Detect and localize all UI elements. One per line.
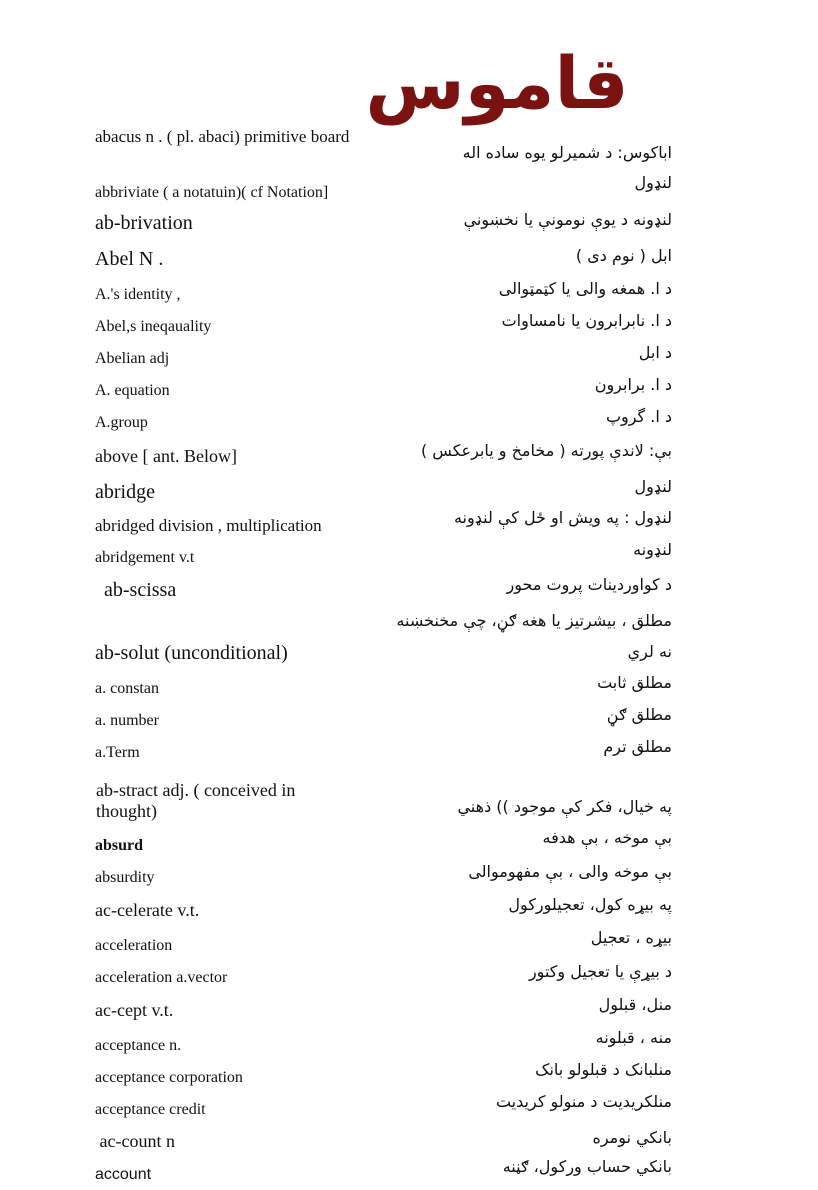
entry-pashto: مطلق ترم <box>603 737 672 756</box>
entry-english: abridgement v.t <box>95 549 195 566</box>
entry-english: ac-cept v.t. <box>95 1000 174 1020</box>
entry-english: a. constan <box>95 680 159 697</box>
entry-english: ab-scissa <box>104 579 177 601</box>
entry-english: abridged division , multiplication <box>95 516 322 535</box>
entry-pashto: لنډول <box>634 173 672 192</box>
entry-pashto: مطلق ګڼ <box>606 705 672 724</box>
entry-english: absurd <box>95 837 144 854</box>
entry-pashto: بې موخه والی ، بې مفهوموالی <box>468 862 672 881</box>
entry-pashto: لنډونه د يوې نومونې يا نخښونې <box>463 210 672 229</box>
entry-english: A.'s identity , <box>95 286 181 303</box>
entry-pashto: د ا. نابرابرون يا نامساوات <box>501 311 672 330</box>
entry-pashto: ابل ( نوم دی ) <box>575 246 672 265</box>
entry-english: A.group <box>95 414 148 431</box>
entry-pashto: منلبانک د قبلولو بانک <box>535 1060 672 1079</box>
entry-english: a.Term <box>95 744 140 761</box>
entry-pashto: د ابل <box>638 343 672 362</box>
entry-english: abacus n . ( pl. abaci) primitive board <box>95 127 350 146</box>
entry-pashto: بانکي حساب ورکول، ګڼنه <box>502 1157 672 1176</box>
entry-english: ac-count n <box>95 1131 175 1151</box>
entry-english: Abel,s ineqauality <box>95 318 212 335</box>
entry-pashto: د ا. گروپ <box>605 407 672 426</box>
entry-english: A. equation <box>95 382 170 399</box>
entry-english: absurdity <box>95 869 155 886</box>
entry-pashto: لنډونه <box>633 540 672 559</box>
entry-pashto: لنډول : په ويش او ځل کې لنډونه <box>453 508 672 527</box>
entry-english: abbriviate ( a notatuin)( cf Notation] <box>95 184 329 201</box>
entry-pashto: مطلق ثابت <box>597 673 672 692</box>
entry-english: acceleration <box>95 937 173 954</box>
entry-english: Abel N . <box>95 248 164 270</box>
entry-english: account <box>95 1166 152 1183</box>
entry-pashto: د ا. برابرون <box>594 375 672 394</box>
entry-pashto: لنډول <box>634 477 672 496</box>
entry-pashto: بې موخه ، بې هدفه <box>542 828 672 847</box>
page-title: قاموس <box>365 41 629 125</box>
entry-english: above [ ant. Below] <box>95 446 237 466</box>
entry-english: abridge <box>95 481 155 503</box>
entry-pashto: منه ، قبلونه <box>595 1028 672 1047</box>
entry-pashto: بې: لاندې پورته ( مخامخ و يابرعکس ) <box>420 441 672 460</box>
entry-pashto: مطلق ، بيشرتيز يا هغه ګڼ، چې مخنخښنه نه لري <box>396 611 672 661</box>
entry-pashto: بيړه ، تعجيل <box>590 928 672 947</box>
entry-english: ac-celerate v.t. <box>95 900 200 920</box>
entry-pashto: منل، قبلول <box>598 995 672 1014</box>
entry-english: ab-brivation <box>95 212 193 234</box>
entry-pashto: بانکي نومره <box>592 1128 672 1147</box>
entry-pashto: منلکريديت د منولو کريديت <box>495 1092 672 1111</box>
entry-pashto: د بيړې يا تعجيل وکتور <box>528 962 672 981</box>
entry-english: Abelian adj <box>95 350 170 367</box>
entry-english: acceptance corporation <box>95 1069 243 1086</box>
entry-pashto: اباکوس: د شمیرلو یوه ساده اله <box>462 143 672 162</box>
entry-english: acceptance n. <box>95 1037 182 1054</box>
entry-english: ab-stract adj. ( conceived in thought) <box>96 780 296 821</box>
entry-english: ab-solut (unconditional) <box>95 642 288 664</box>
entry-pashto: په خيال، فکر کې موجود )) ذهني <box>457 797 672 816</box>
entry-english: a. number <box>95 712 159 729</box>
entry-pashto: د ا. همغه والی يا کټمټوالی <box>498 279 672 298</box>
entry-pashto: په بيړه کول، تعجيلورکول <box>508 895 672 914</box>
entry-english: acceptance credit <box>95 1101 206 1118</box>
entry-pashto: د کواوردينات پروت محور <box>506 575 672 594</box>
entry-english: acceleration a.vector <box>95 969 228 986</box>
